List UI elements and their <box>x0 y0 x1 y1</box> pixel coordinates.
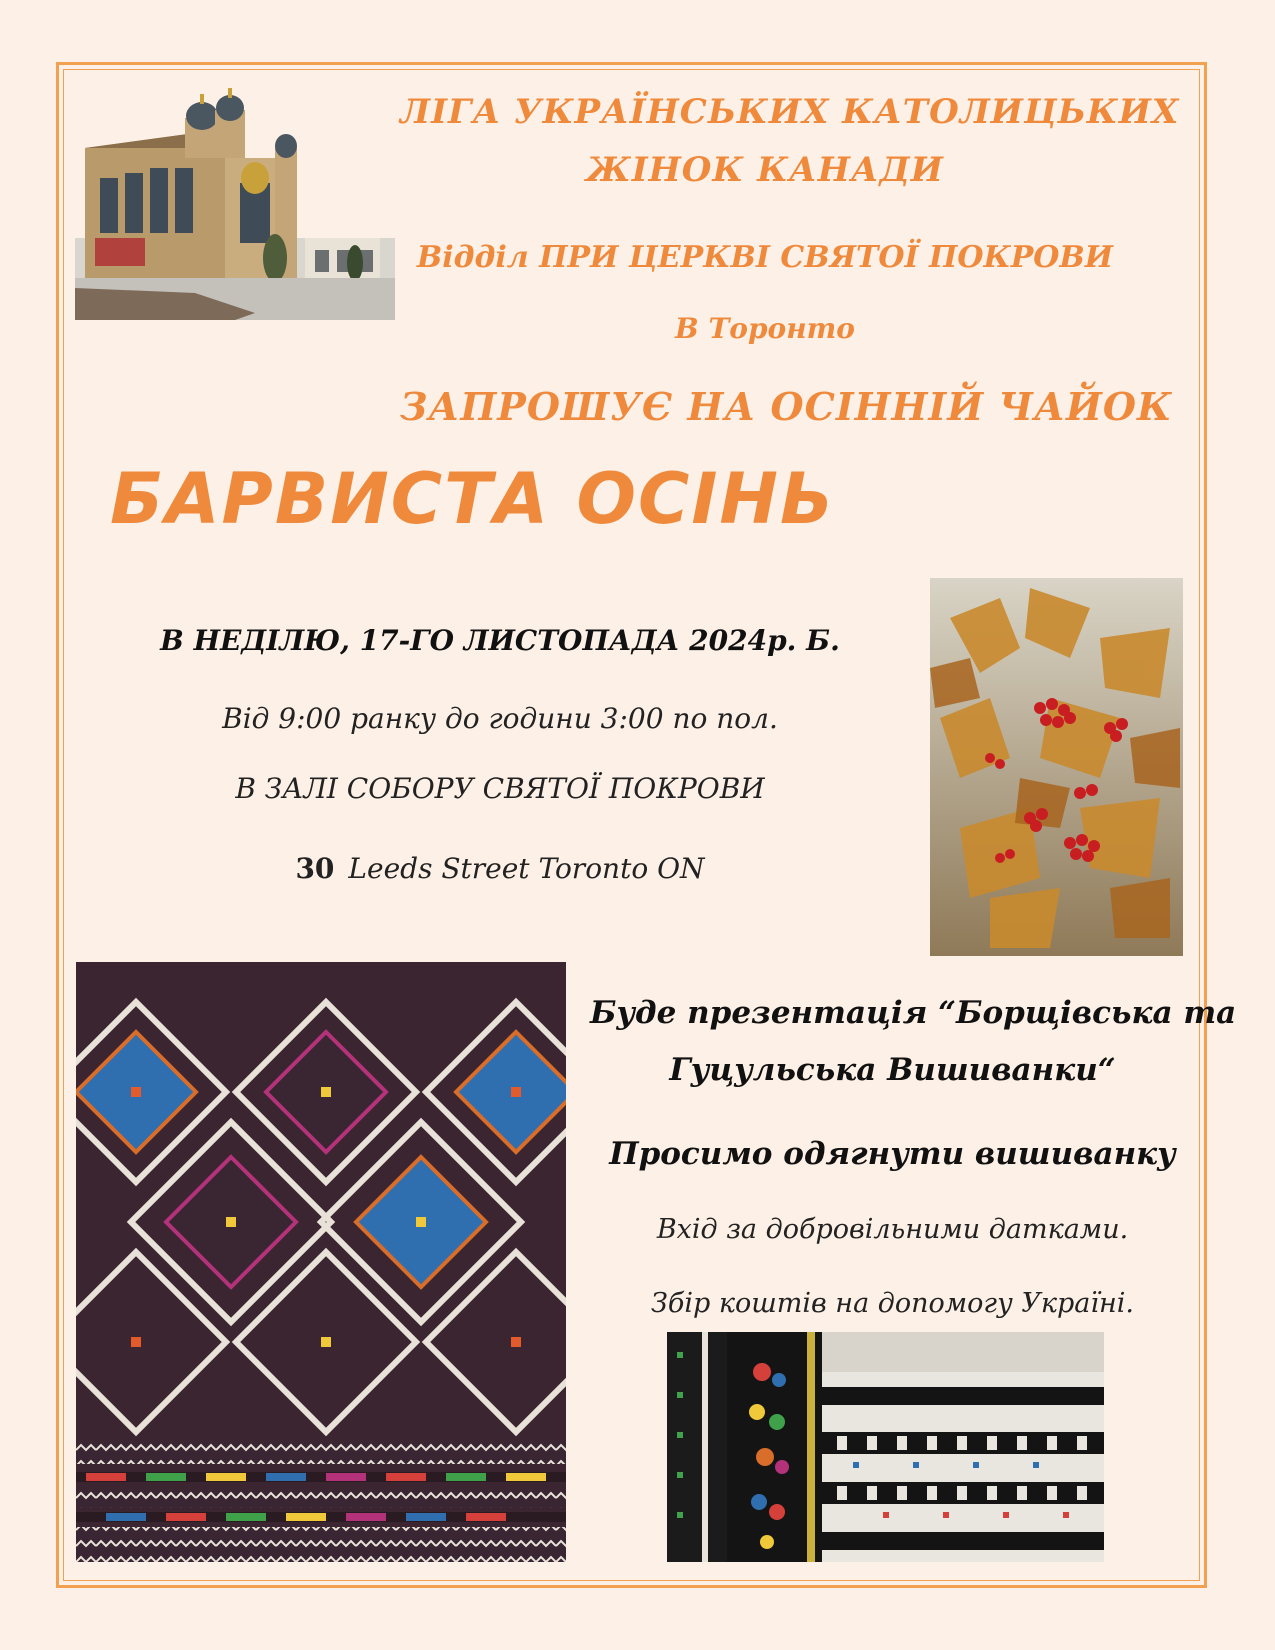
fundraising-note: Збір коштів на допомогу Україні. <box>651 1288 1134 1319</box>
presentation-line2: Гуцульська Вишиванки“ <box>669 1052 1116 1088</box>
address-number: 30 <box>295 852 335 885</box>
event-location: В ЗАЛІ СОБОРУ СВЯТОЇ ПОКРОВИ <box>235 772 765 805</box>
dress-code-note: Просимо одягнути вишиванку <box>609 1136 1176 1172</box>
entry-note: Вхід за добровільними датками. <box>656 1214 1129 1245</box>
branch-name: Відділ ПРИ ЦЕРКВІ СВЯТОЇ ПОКРОВИ <box>416 240 1114 275</box>
event-date: В НЕДІЛЮ, 17-ГО ЛИСТОПАДА 2024р. Б. <box>160 624 840 657</box>
event-time: Від 9:00 ранку до години 3:00 по пол. <box>222 702 778 735</box>
league-name-line1: ЛІГА УКРАЇНСЬКИХ КАТОЛИЦЬКИХ <box>400 92 1180 132</box>
event-title: БАРВИСТА ОСІНЬ <box>110 458 836 540</box>
event-address <box>100 852 900 885</box>
league-name-line2: ЖІНОК КАНАДИ <box>586 150 944 190</box>
church-image <box>75 88 395 320</box>
invitation-line: ЗАПРОШУЄ НА ОСІННІЙ ЧАЙОК <box>400 384 1173 429</box>
embroidery-pattern-image <box>76 962 566 1562</box>
address-street: Leeds Street Toronto ON <box>348 852 705 885</box>
embroidered-shirts-image <box>667 1332 1104 1562</box>
branch-city: В Торонто <box>675 312 855 345</box>
presentation-line1: Буде презентація “Борщівська та <box>590 995 1237 1031</box>
viburnum-berries-image <box>930 578 1183 956</box>
